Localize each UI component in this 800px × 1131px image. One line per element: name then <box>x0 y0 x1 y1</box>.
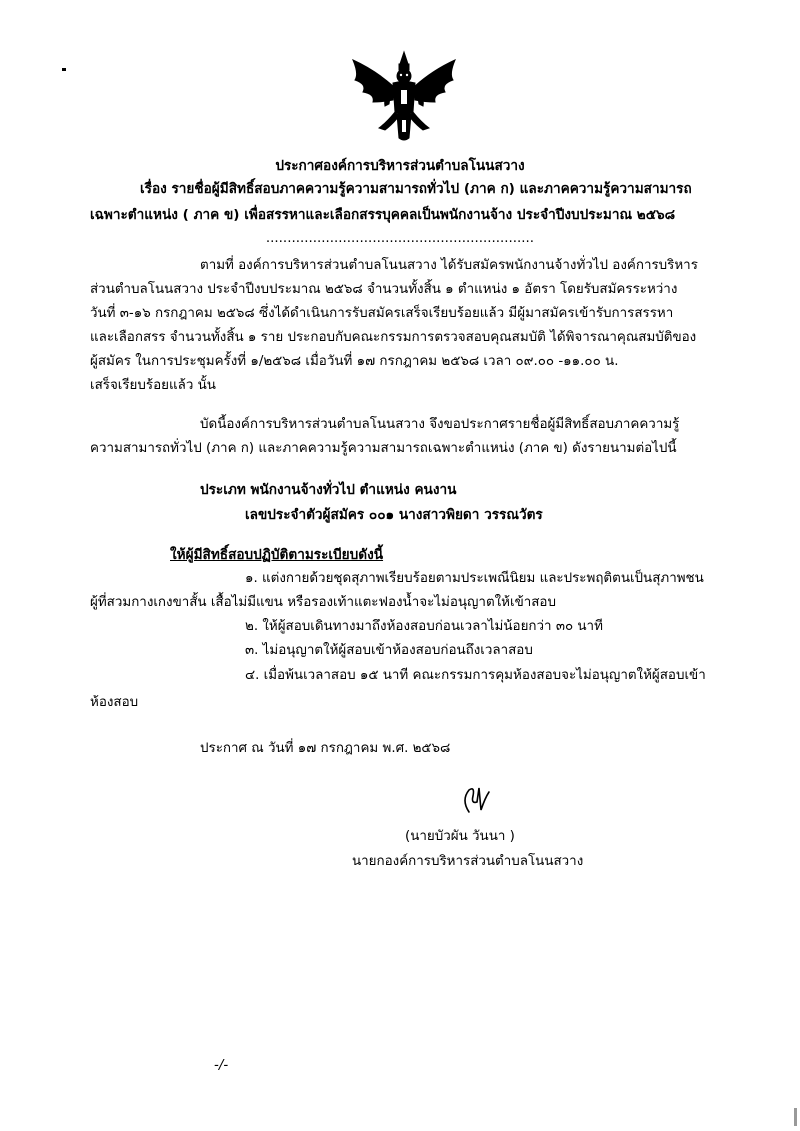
document-title: ประกาศองค์การบริหารส่วนตำบลโนนสวาง <box>275 158 525 174</box>
paragraph-1-line: วันที่ ๓-๑๖ กรกฎาคม ๒๕๖๘ ซึ่งได้ดำเนินการรับสมัครเสร็จเรียบร้อยแล้ว มีผู้มาสมัครเข้ารับการสรรหา <box>90 306 674 321</box>
scan-edge <box>794 1108 797 1126</box>
signatory-name: (นายบัวผัน วันนา ) <box>405 829 515 844</box>
page-mark: -/- <box>214 1058 229 1073</box>
paragraph-1-line: ผู้สมัคร ในการประชุมครั้งที่ ๑/๒๕๖๘ เมื่อวันที่ ๑๗ กรกฎาคม ๒๕๖๘ เวลา ๐๙.๐๐ -๑๑.๐๐ น. <box>90 354 619 369</box>
rule-item-continuation: ผู้ที่สวมกางเกงขาสั้น เสื้อไม่มีแขน หรือรองเท้าแตะฟองน้ำจะไม่อนุญาตให้เข้าสอบ <box>90 595 556 610</box>
signatory-position: นายกองค์การบริหารส่วนตำบลโนนสวาง <box>352 854 584 869</box>
paragraph-1-line: เสร็จเรียบร้อยแล้ว นั้น <box>90 378 216 393</box>
handwritten-signature-icon <box>455 782 495 822</box>
garuda-emblem-icon <box>345 50 463 142</box>
rule-item: ๓. ไม่อนุญาตให้ผู้สอบเข้าห้องสอบก่อนถึงเวลาสอบ <box>245 643 533 658</box>
paragraph-2-line: ความสามารถทั่วไป (ภาค ก) และภาคความรู้ความสามารถเฉพาะตำแหน่ง (ภาค ข) ดังรายนามต่อไปนี้ <box>90 441 677 456</box>
category-line: ประเภท พนักงานจ้างทั่วไป ตำแหน่ง คนงาน <box>200 482 457 498</box>
rule-item-continuation: ห้องสอบ <box>90 695 139 710</box>
applicant-line: เลขประจำตัวผู้สมัคร ๐๐๑ นางสาวพิยดา วรรณวัตร <box>245 507 543 523</box>
rule-item: ๑. แต่งกายด้วยชุดสุภาพเรียบร้อยตามประเพณีนิยม และประพฤติตนเป็นสุภาพชน <box>245 571 704 586</box>
subject-line-1: เรื่อง รายชื่อผู้มีสิทธิ์สอบภาคความรู้ความสามารถทั่วไป (ภาค ก) และภาคความรู้ความสามารถ <box>140 181 692 197</box>
paragraph-1-line: และเลือกสรร จำนวนทั้งสิ้น ๑ ราย ประกอบกับคณะกรรมการตรวจสอบคุณสมบัติ ได้พิจารณาคุณสมบัติของ <box>90 330 697 345</box>
paragraph-1-line: ตามที่ องค์การบริหารส่วนตำบลโนนสวาง ได้รับสมัครพนักงานจ้างทั่วไป องค์การบริหาร <box>200 258 698 273</box>
announce-date: ประกาศ ณ วันที่ ๑๗ กรกฎาคม พ.ศ. ๒๕๖๘ <box>200 741 451 756</box>
rules-heading: ให้ผู้มีสิทธิ์สอบปฏิบัติตามระเบียบดังนี้ <box>170 547 384 563</box>
subject-line-2: เฉพาะตำแหน่ง ( ภาค ข) เพื่อสรรหาและเลือกสรรบุคคลเป็นพนักงานจ้าง ประจำปีงบประมาณ ๒๕๖๘ <box>90 207 676 223</box>
rule-item: ๒. ให้ผู้สอบเดินทางมาถึงห้องสอบก่อนเวลาไม่น้อยกว่า ๓๐ นาที <box>245 619 603 634</box>
scan-speck <box>62 68 66 71</box>
paragraph-1-line: ส่วนตำบลโนนสวาง ประจำปีงบประมาณ ๒๕๖๘ จำนวนทั้งสิ้น ๑ ตำแหน่ง ๑ อัตรา โดยรับสมัครระหว่าง <box>90 282 678 297</box>
rule-item: ๔. เมื่อพ้นเวลาสอบ ๑๕ นาที คณะกรรมการคุมห้องสอบจะไม่อนุญาตให้ผู้สอบเข้า <box>245 668 706 683</box>
separator: ............................................................... <box>265 231 535 246</box>
paragraph-2-line: บัดนี้องค์การบริหารส่วนตำบลโนนสวาง จึงขอประกาศรายชื่อผู้มีสิทธิ์สอบภาคความรู้ <box>200 417 680 432</box>
